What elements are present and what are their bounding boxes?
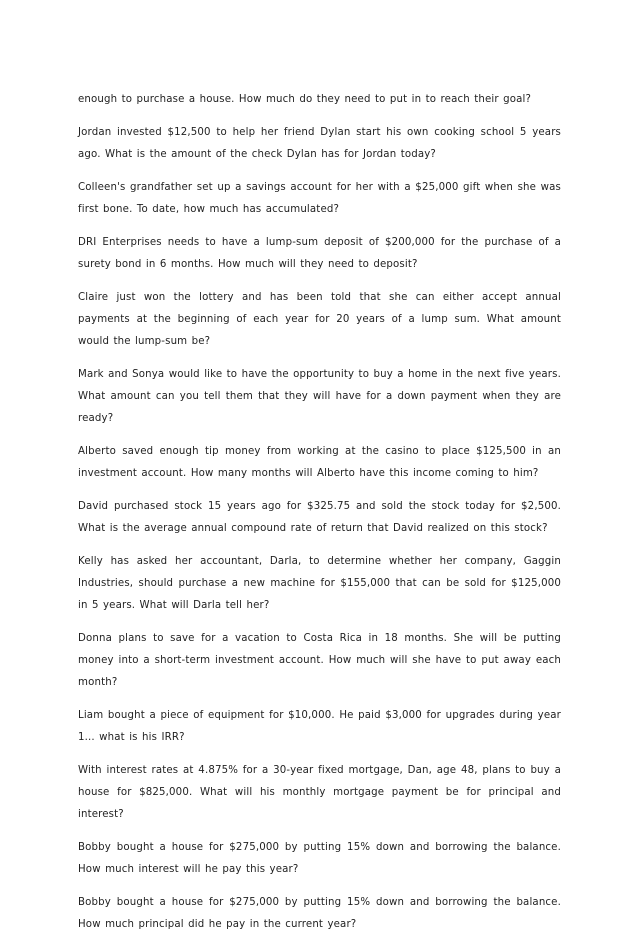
paragraph-dan-mortgage: With interest rates at 4.875% for a 30-year fixed mortgage, Dan, age 48, plans to buy a house for $825,000. What will his monthly mortgage payment be for principal and interest? xyxy=(78,765,561,820)
paragraph-goal-continuation: enough to purchase a house. How much do they need to put in to reach their goal? xyxy=(78,94,532,105)
document-page xyxy=(78,89,561,947)
paragraph-mark-sonya: Mark and Sonya would like to have the opportunity to buy a home in the next five years. What amount can you tell them that they will have for a down payment when they are ready? xyxy=(78,369,561,424)
paragraph-claire: Claire just won the lottery and has been told that she can either accept annual payments at the beginning of each year for 20 years of a lump sum. What amount would the lump-sum be? xyxy=(78,292,561,347)
paragraph-david: David purchased stock 15 years ago for $325.75 and sold the stock today for $2,500. What is the average annual compound rate of return that David realized on this stock? xyxy=(78,501,561,534)
paragraph-bobby-interest: Bobby bought a house for $275,000 by putting 15% down and borrowing the balance. How much interest will he pay this year? xyxy=(78,842,561,875)
paragraph-liam: Liam bought a piece of equipment for $10,000. He paid $3,000 for upgrades during year 1... what is his IRR? xyxy=(78,710,561,743)
paragraph-jordan: Jordan invested $12,500 to help her friend Dylan start his own cooking school 5 years ago. What is the amount of the check Dylan has for Jordan today? xyxy=(78,127,561,160)
paragraph-kelly: Kelly has asked her accountant, Darla, to determine whether her company, Gaggin Industries, should purchase a new machine for $155,000 that can be sold for $125,000 in 5 years. What will Darla tell her? xyxy=(78,556,561,611)
paragraph-dri-enterprises: DRI Enterprises needs to have a lump-sum deposit of $200,000 for the purchase of a surety bond in 6 months. How much will they need to deposit? xyxy=(78,237,561,270)
paragraph-bobby-principal: Bobby bought a house for $275,000 by putting 15% down and borrowing the balance. How much principal did he pay in the current year? xyxy=(78,897,561,930)
paragraph-alberto: Alberto saved enough tip money from working at the casino to place $125,500 in an investment account. How many months will Alberto have this income coming to him? xyxy=(78,446,561,479)
paragraph-colleen: Colleen's grandfather set up a savings account for her with a $25,000 gift when she was first bone. To date, how much has accumulated? xyxy=(78,182,561,215)
paragraph-donna: Donna plans to save for a vacation to Costa Rica in 18 months. She will be putting money into a short-term investment account. How much will she have to put away each month? xyxy=(78,633,561,688)
